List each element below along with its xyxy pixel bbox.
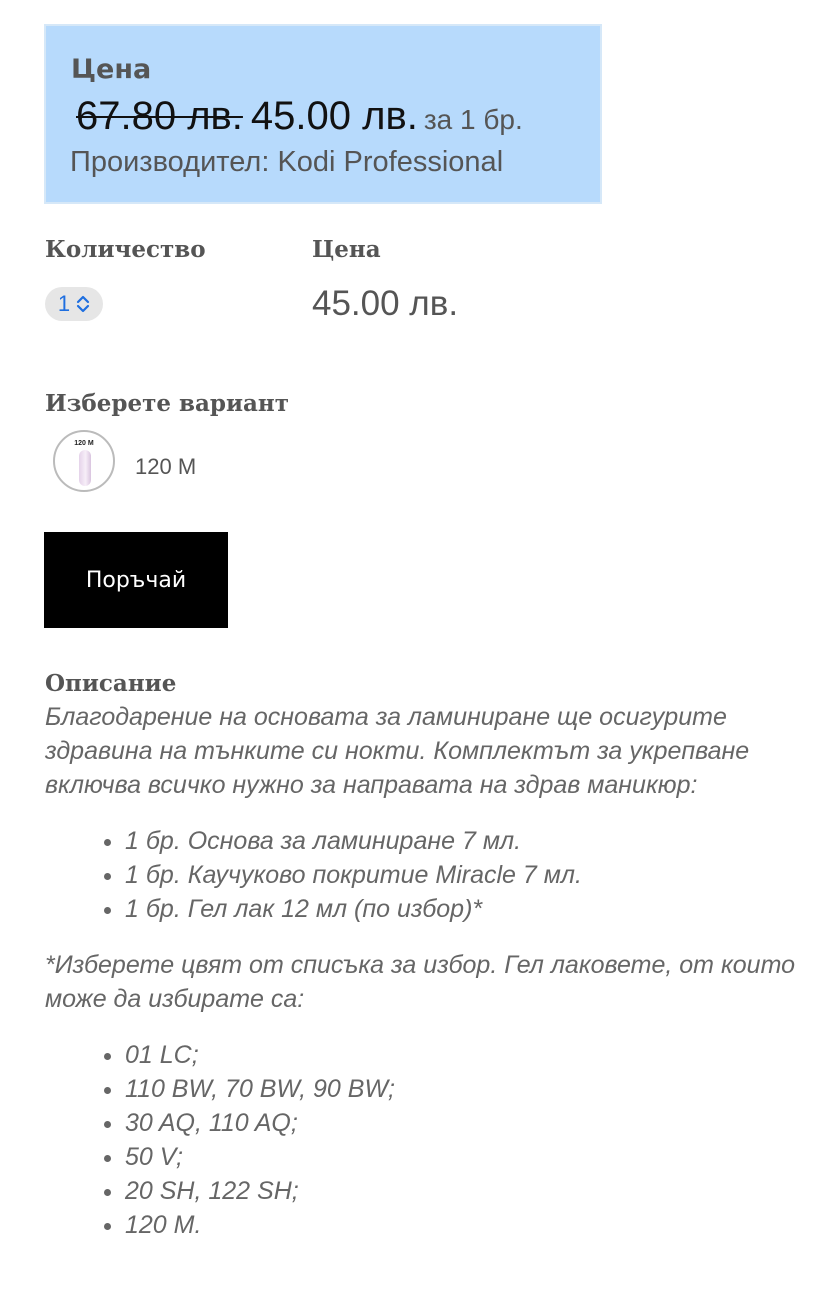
per-unit-label: за 1 бр. <box>423 104 523 135</box>
variant-swatch[interactable] <box>53 430 115 492</box>
quantity-value: 1 <box>57 291 71 316</box>
variant-name[interactable]: 120 M <box>135 454 197 479</box>
quantity-select[interactable] <box>45 287 103 321</box>
list-item: • 50 V; <box>125 1140 815 1174</box>
list-item: • 1 бр. Основа за ламиниране 7 мл. <box>125 824 815 858</box>
order-button[interactable]: Поръчай <box>44 532 228 628</box>
price-box <box>44 24 602 204</box>
price-column-label: Цена <box>312 236 381 263</box>
colors-list <box>45 1038 815 1242</box>
list-item: • 30 AQ, 110 AQ; <box>125 1106 815 1140</box>
list-item: • 120 M. <box>125 1208 815 1242</box>
list-item: • 20 SH, 122 SH; <box>125 1174 815 1208</box>
list-item: • 1 бр. Гел лак 12 мл (по избор)* <box>125 892 815 926</box>
list-item: • 1 бр. Каучуково покритие Miracle 7 мл. <box>125 858 815 892</box>
kit-items-list <box>45 824 815 926</box>
variant-label: Изберете вариант <box>45 390 290 417</box>
description-intro: Благодарение на основата за ламиниране ще осигурите здравина на тънките си нокти. Комплектът за укрепване включва всичко нужно за направата на здрав маникюр: <box>45 703 750 799</box>
description-note: *Изберете цвят от списъка за избор. Гел лаковете, от които може да избирате са: <box>45 951 796 1013</box>
swatch-code-label: 120 M <box>74 440 94 447</box>
list-item: • 110 BW, 70 BW, 90 BW; <box>125 1072 815 1106</box>
manufacturer-label: Производител: Kodi Professional <box>70 146 504 178</box>
total-price: 45.00 лв. <box>312 284 459 323</box>
price-box-title: Цена <box>71 54 152 85</box>
price-line <box>76 94 523 139</box>
quantity-label: Количество <box>45 236 206 263</box>
list-item: • 01 LC; <box>125 1038 815 1072</box>
description-body <box>45 700 815 1264</box>
old-price: 67.80 лв. <box>76 94 243 138</box>
new-price: 45.00 лв. <box>250 94 418 138</box>
description-heading: Описание <box>45 670 177 697</box>
chevron-up-down-icon <box>76 294 90 314</box>
nail-polish-bottle-icon <box>79 450 91 486</box>
